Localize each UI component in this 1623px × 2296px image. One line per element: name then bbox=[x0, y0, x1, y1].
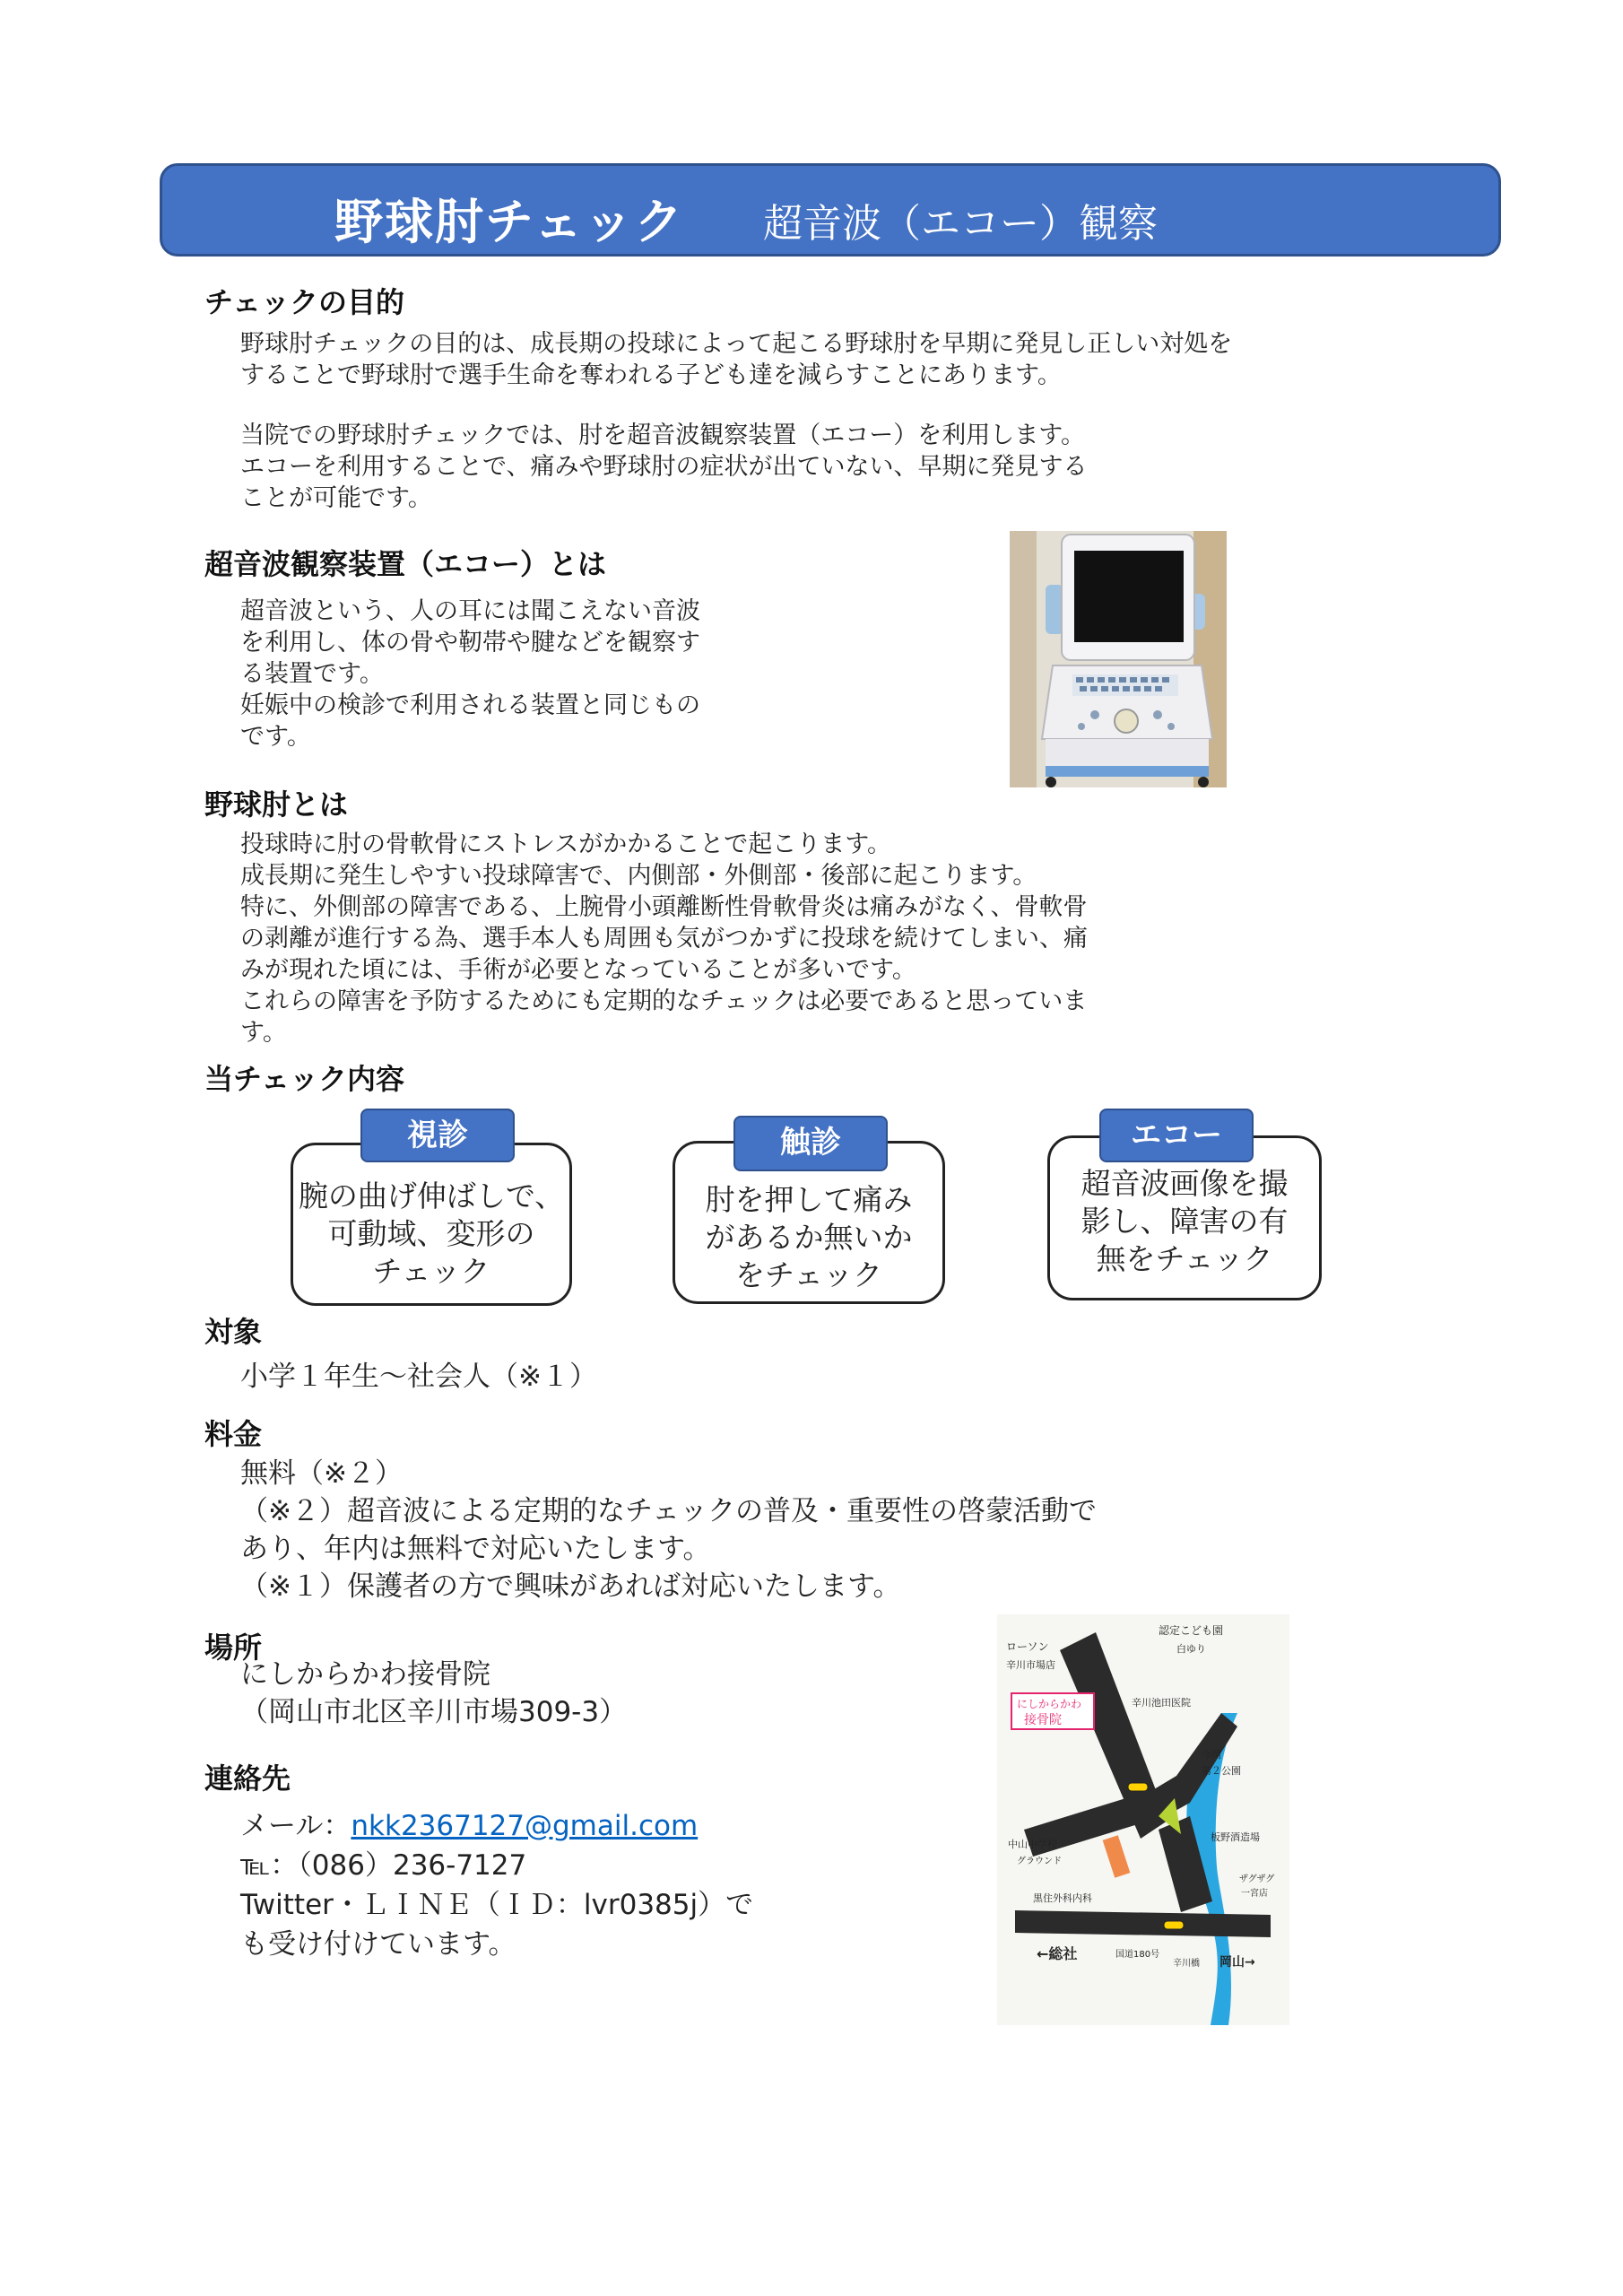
text-line: 超音波という、人の耳には聞こえない音波 bbox=[240, 597, 700, 625]
map-label: 認定こども園 bbox=[1159, 1624, 1224, 1637]
target-heading: 対象 bbox=[204, 1315, 263, 1349]
content-heading: 当チェック内容 bbox=[204, 1062, 405, 1096]
target-text: 小学１年生～社会人（※１） bbox=[240, 1361, 597, 1393]
map-label: 辛川市場店 bbox=[1006, 1659, 1055, 1671]
mail-label: メール： bbox=[240, 1810, 352, 1842]
access-map bbox=[997, 1614, 1289, 2025]
text-line: 妊娠中の検診で利用される装置と同じもの bbox=[240, 691, 700, 719]
place-heading: 場所 bbox=[204, 1631, 263, 1665]
map-label: 辛川橋 bbox=[1173, 1959, 1200, 1969]
purpose-paragraph-2 bbox=[240, 420, 1087, 514]
text-line: 肘を押して痛み bbox=[705, 1182, 913, 1217]
fee-heading: 料金 bbox=[204, 1417, 263, 1451]
email-line bbox=[240, 1806, 753, 1846]
fee-paragraph bbox=[240, 1455, 1097, 1605]
clinic-name: にしからかわ接骨院 bbox=[240, 1658, 490, 1691]
map-label: グラウンド bbox=[1017, 1857, 1062, 1866]
elbow-paragraph bbox=[240, 829, 1088, 1048]
page-title: 野球肘チェック bbox=[334, 194, 685, 250]
text-line: 可動域、変形の bbox=[327, 1216, 535, 1251]
inspection-box bbox=[291, 1143, 572, 1306]
echo-tag: エコー bbox=[1099, 1109, 1254, 1162]
sns-line-2: も受け付けています。 bbox=[240, 1928, 516, 1961]
map-label: 黒住外科内科 bbox=[1033, 1892, 1092, 1904]
palpation-tag: 触診 bbox=[733, 1116, 888, 1171]
text-line: 無をチェック bbox=[1096, 1241, 1273, 1276]
purpose-heading: チェックの目的 bbox=[204, 285, 405, 319]
box-text bbox=[1050, 1165, 1319, 1278]
text-line: 影し、障害の有 bbox=[1081, 1204, 1289, 1239]
text-line: を利用し、体の骨や靭帯や腱などを観察す bbox=[240, 629, 700, 657]
sns-line-1: Twitter・ＬＩＮＥ（ＩＤ：lvr0385j）で bbox=[240, 1889, 754, 1921]
map-label: 辛川池田医院 bbox=[1132, 1697, 1191, 1709]
text-line: をチェック bbox=[734, 1257, 882, 1292]
inspection-tag: 視診 bbox=[360, 1109, 515, 1162]
map-label: ローソン bbox=[1006, 1640, 1049, 1653]
text-line: る装置です。 bbox=[240, 660, 384, 688]
text-line: することで野球肘で選手生命を奪われる子ども達を減らすことにあります。 bbox=[240, 361, 1062, 389]
place-block bbox=[240, 1656, 627, 1731]
echo-heading: 超音波観察装置（エコー）とは bbox=[204, 547, 607, 581]
text-line: の剥離が進行する為、選手本人も周囲も気がつかずに投球を続けてしまい、痛 bbox=[240, 925, 1088, 952]
contact-heading: 連絡先 bbox=[204, 1761, 291, 1796]
map-label: 板野酒造場 bbox=[1211, 1831, 1260, 1843]
text-line: 腕の曲げ伸ばしで、 bbox=[298, 1178, 565, 1213]
map-label: 接骨院 bbox=[1024, 1713, 1062, 1727]
map-label: にしからかわ bbox=[1017, 1698, 1082, 1710]
text-line: す。 bbox=[240, 1019, 287, 1047]
text-line: みが現れた頃には、手術が必要となっていることが多いです。 bbox=[240, 956, 916, 984]
text-line: があるか無いか bbox=[705, 1220, 913, 1255]
elbow-heading: 野球肘とは bbox=[204, 787, 349, 822]
text-line: （※１）保護者の方で興味があれば対応いたします。 bbox=[240, 1570, 901, 1603]
text-line: あり、年内は無料で対応いたします。 bbox=[240, 1533, 711, 1565]
text-line: チェック bbox=[372, 1254, 490, 1289]
text-line: です。 bbox=[240, 723, 311, 751]
echo-paragraph bbox=[240, 596, 700, 752]
box-text bbox=[675, 1181, 942, 1294]
text-line: 投球時に肘の骨軟骨にストレスがかかることで起こります。 bbox=[240, 831, 892, 858]
box-text bbox=[293, 1178, 569, 1291]
text-line: ことが可能です。 bbox=[240, 484, 432, 512]
email-link[interactable]: nkk2367127@gmail.com bbox=[351, 1810, 699, 1842]
text-line: 特に、外側部の障害である、上腕骨小頭離断性骨軟骨炎は痛みがなく、骨軟骨 bbox=[240, 893, 1088, 921]
text-line: 超音波画像を撮 bbox=[1081, 1166, 1289, 1201]
map-label: 第２公園 bbox=[1202, 1765, 1241, 1777]
map-label: 今岡 bbox=[1202, 1749, 1221, 1761]
tel-line: ℡：（086）236-7127 bbox=[240, 1849, 527, 1882]
text-line: 当院での野球肘チェックでは、肘を超音波観察装置（エコー）を利用します。 bbox=[240, 422, 1086, 449]
ultrasound-device-photo bbox=[1010, 531, 1227, 787]
text-line: これらの障害を予防するためにも定期的なチェックは必要であると思っていま bbox=[240, 987, 1088, 1015]
map-label: ←総社 bbox=[1037, 1945, 1078, 1962]
map-label: 白ゆり bbox=[1176, 1643, 1206, 1655]
map-label: 岡山→ bbox=[1219, 1955, 1255, 1970]
contact-block bbox=[240, 1806, 753, 1964]
map-label: 中山中学校 bbox=[1008, 1839, 1057, 1850]
text-line: （※２）超音波による定期的なチェックの普及・重要性の啓蒙活動で bbox=[240, 1495, 1098, 1527]
clinic-address: （岡山市北区辛川市場309-3） bbox=[240, 1696, 628, 1728]
page-subtitle: 超音波（エコー）観察 bbox=[763, 201, 1158, 247]
map-label: 国道180号 bbox=[1115, 1950, 1160, 1960]
text-line: 無料（※２） bbox=[240, 1457, 403, 1490]
purpose-paragraph-1 bbox=[240, 328, 1232, 391]
map-label: 一宮店 bbox=[1241, 1889, 1268, 1899]
text-line: 成長期に発生しやすい投球障害で、内側部・外側部・後部に起こります。 bbox=[240, 862, 1037, 890]
text-line: エコーを利用することで、痛みや野球肘の症状が出ていない、早期に発見する bbox=[240, 453, 1088, 481]
map-label: ザグザグ bbox=[1239, 1874, 1275, 1884]
title-banner bbox=[160, 163, 1501, 257]
text-line: 野球肘チェックの目的は、成長期の投球によって起こる野球肘を早期に発見し正しい対処を bbox=[240, 330, 1233, 358]
